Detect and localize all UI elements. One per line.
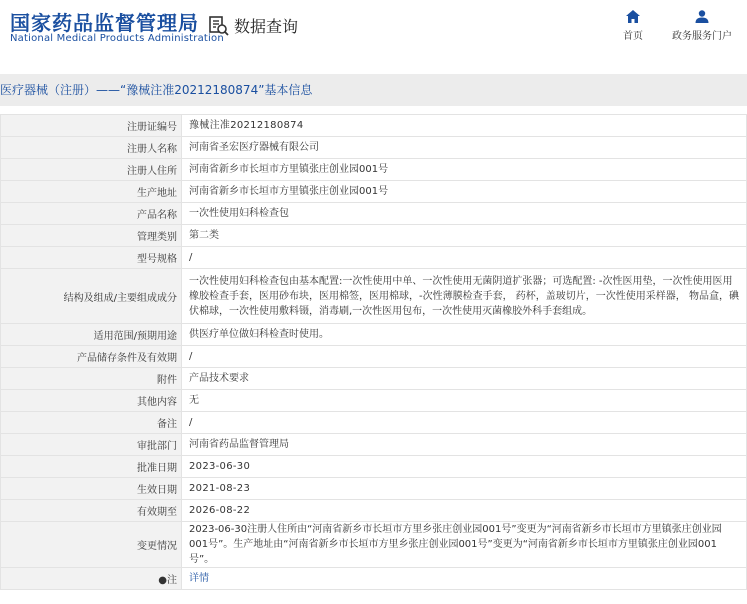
field-value: / [182,346,747,368]
table-row [1,412,747,434]
details-link[interactable]: 详情 [189,573,209,584]
field-label: 附件 [1,368,182,390]
field-value: 2023-06-30注册人住所由“河南省新乡市长垣市方里乡张庄创业园001号”变更为“河南省新乡市长垣市方里镇张庄创业园001号”。生产地址由“河南省新乡市长垣市方里乡张庄创业园001号”变更为“河南省新乡市长垣市方里镇张庄创业园001号”。 [182,522,747,568]
table-row [1,346,747,368]
table-row [1,478,747,500]
table-row [1,225,747,247]
table-row [1,522,747,568]
field-label: 变更情况 [1,522,182,568]
table-row [1,159,747,181]
data-query-link[interactable] [208,14,298,37]
table-row [1,181,747,203]
table-row [1,500,747,522]
field-value: 2026-08-22 [182,500,747,522]
field-value: 产品技术要求 [182,368,747,390]
user-icon [695,10,709,23]
field-value: / [182,247,747,269]
field-label: 备注 [1,412,182,434]
field-value: 河南省新乡市长垣市方里镇张庄创业园001号 [182,159,747,181]
table-row [1,115,747,137]
table-row [1,456,747,478]
field-value: 2021-08-23 [182,478,747,500]
field-value: 供医疗单位做妇科检查时使用。 [182,324,747,346]
field-value: 河南省新乡市长垣市方里镇张庄创业园001号 [182,181,747,203]
site-header [0,0,747,62]
field-label: 注册人住所 [1,159,182,181]
nav-service-label: 政务服务门户 [672,31,732,42]
field-label: 其他内容 [1,390,182,412]
field-label: 生产地址 [1,181,182,203]
table-row [1,568,747,590]
table-row [1,203,747,225]
field-value: 一次性使用妇科检查包 [182,203,747,225]
field-label: 批准日期 [1,456,182,478]
field-value: 2023-06-30 [182,456,747,478]
field-label: 适用范围/预期用途 [1,324,182,346]
field-label: 有效期至 [1,500,182,522]
field-value: 河南省药品监督管理局 [182,434,747,456]
table-row [1,368,747,390]
breadcrumb-text: 医疗器械（注册）——“豫械注准20212180874”基本信息 [0,83,313,97]
field-label: 注册证编号 [1,115,182,137]
field-value: 河南省圣宏医疗器械有限公司 [182,137,747,159]
site-logo-subtitle[interactable]: National Medical Products Administration [10,33,224,44]
table-row [1,269,747,324]
field-label: 结构及组成/主要组成成分 [1,269,182,324]
table-row [1,390,747,412]
table-row [1,324,747,346]
table-row [1,434,747,456]
field-value: / [182,412,747,434]
field-label: 管理类别 [1,225,182,247]
home-icon [626,10,640,23]
site-logo-title[interactable]: 国家药品监督管理局 [10,11,199,35]
nav-home-label: 首页 [623,31,643,42]
field-value: 一次性使用妇科检查包由基本配置:一次性使用中单、一次性使用无菌阴道扩张器；可选配置: -次性医用垫，一次性使用医用橡胶检查手套，医用砂布块，医用棉签，医用棉球，-次性薄膜检查手套， 药杯，盖玻切片，一次性使用采样器， 物品盒，碘伏棉球，一次性使用敷料镊，消毒刷,一次性医用包布，一次性使用灭菌橡胶外科手套组成。 [182,269,747,324]
breadcrumb [0,74,747,106]
nav-service-portal[interactable] [672,10,732,42]
field-label: 型号规格 [1,247,182,269]
field-label: ●注 [1,568,182,590]
table-row [1,137,747,159]
detail-table [0,114,747,590]
field-label: 生效日期 [1,478,182,500]
field-value: 豫械注准20212180874 [182,115,747,137]
field-label: 注册人名称 [1,137,182,159]
table-row [1,247,747,269]
data-query-label: 数据查询 [234,17,299,36]
field-label: 产品储存条件及有效期 [1,346,182,368]
field-label: 审批部门 [1,434,182,456]
nav-home[interactable] [623,10,643,42]
field-label: 产品名称 [1,203,182,225]
field-value: 无 [182,390,747,412]
data-query-icon [208,15,230,37]
field-value: 第二类 [182,225,747,247]
